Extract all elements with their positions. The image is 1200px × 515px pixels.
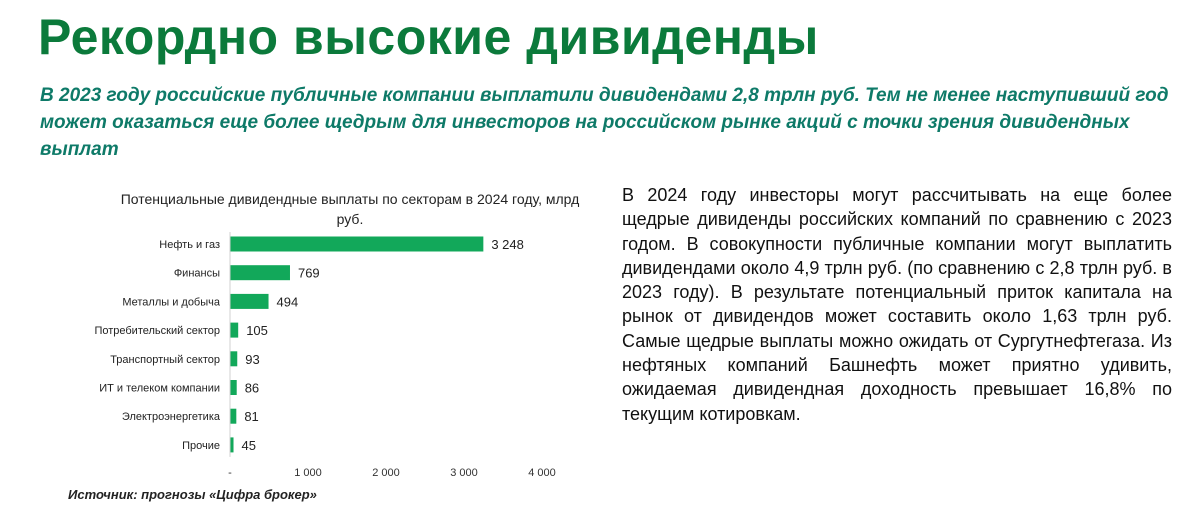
page-subtitle: В 2023 году российские публичные компании выплатили дивидендами 2,8 трлн руб. Тем не менее наступивший год может оказаться еще более щедрым для инвесторов на российском рынке акций с точки зрения дивидендных выплат xyxy=(40,85,1169,160)
bar-1 xyxy=(230,265,290,280)
value-label: 45 xyxy=(241,437,256,453)
category-label: ИТ и телеком компании xyxy=(99,382,220,395)
bar-3 xyxy=(230,323,238,338)
category-label: Потребительский сектор xyxy=(94,325,220,338)
category-label: Электроэнергетика xyxy=(121,411,220,424)
x-tick-label: 1 000 xyxy=(294,467,322,479)
value-label: 105 xyxy=(246,323,268,339)
body-paragraph: В 2024 году инвесторы могут рассчитывать на еще более щедрые дивиденды российских компаний по сравнению с 2023 годом. В совокупности публичные компании могут выплатить дивидендами около 4,9 трлн руб. (по сравнению с 2,8 трлн руб. в 2023 году). В результате потенциальный приток капитала на рынок от дивидендов может составить около 1,63 трлн руб. Самые щедрые выплаты можно ожидать от Сургутнефтегаза. Из нефтяных компаний Башнефть может приятно удивить, ожидаемая дивидендная доходность превышает 16,8% по текущим котировкам. xyxy=(622,185,1172,424)
category-label: Прочие xyxy=(182,439,220,452)
category-label: Финансы xyxy=(173,267,220,280)
source-note: Источник: прогнозы «Цифра брокер» xyxy=(68,487,317,502)
category-label: Нефть и газ xyxy=(159,239,220,251)
x-tick-label: 3 000 xyxy=(450,467,478,479)
value-label: 769 xyxy=(297,265,320,281)
value-label: 81 xyxy=(244,409,259,425)
bar-0 xyxy=(230,237,483,252)
value-label: 93 xyxy=(245,351,260,367)
bar-7 xyxy=(230,437,234,452)
category-label: Транспортный сектор xyxy=(110,353,220,366)
value-label: 86 xyxy=(244,380,260,396)
value-label: 494 xyxy=(276,294,299,310)
bar-2 xyxy=(230,294,269,309)
bar-6 xyxy=(230,409,236,424)
x-tick-label: - xyxy=(228,467,232,479)
x-tick-label: 4 000 xyxy=(528,467,556,479)
bar-4 xyxy=(230,351,237,366)
chart-title: Потенциальные дивидендные выплаты по секторам в 2024 году, млрд руб. xyxy=(120,191,580,227)
x-tick-label: 2 000 xyxy=(372,467,400,479)
category-label: Металлы и добыча xyxy=(122,296,220,309)
bar-5 xyxy=(230,380,237,395)
value-label: 3 248 xyxy=(491,237,524,252)
page-title: Рекордно высокие дивиденды xyxy=(38,9,819,65)
bar-chart xyxy=(0,0,600,500)
